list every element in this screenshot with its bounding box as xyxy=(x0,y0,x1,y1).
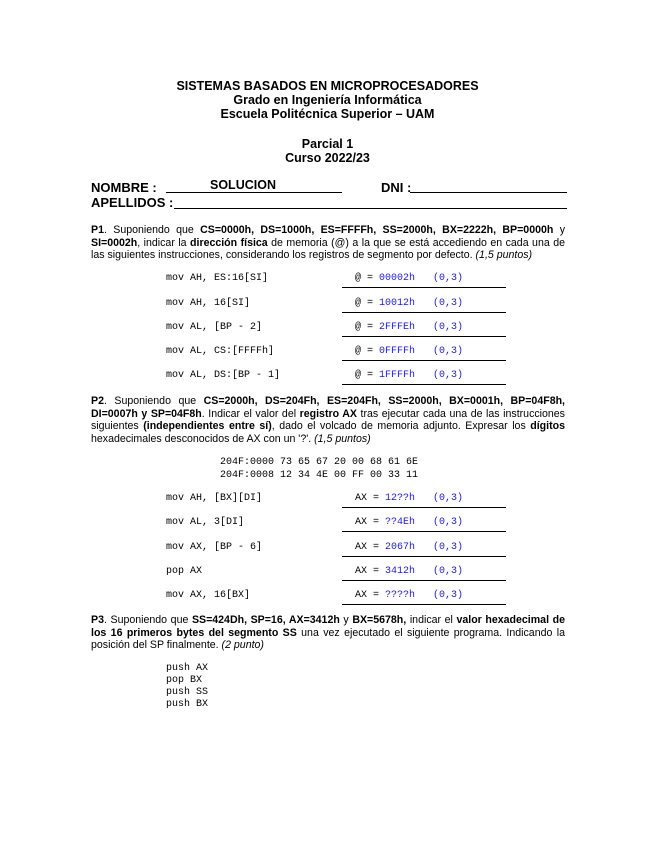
p2-text: hexadecimales desconocidos de AX con un '?'. xyxy=(91,432,315,445)
answer-value: 2067h xyxy=(385,542,416,553)
answer-score: (0,3) xyxy=(433,590,464,601)
answer-value: 00002h xyxy=(379,273,416,284)
code-line: push AX xyxy=(166,663,209,674)
answer-score: (0,3) xyxy=(433,370,464,381)
code-line: pop BX xyxy=(166,675,203,686)
answer-score: (0,3) xyxy=(433,298,464,309)
answer-line xyxy=(342,384,506,385)
answer-score: (0,3) xyxy=(433,542,464,553)
p1-instruction: mov AL, DS:[BP - 1] xyxy=(166,370,281,381)
p3-text: y xyxy=(339,614,353,626)
p1-text: , indicar la xyxy=(137,236,191,249)
p1-keyword: dirección física xyxy=(190,236,268,249)
p2-text: . Indicar el valor del xyxy=(201,407,300,420)
answer-value: 12??h xyxy=(385,493,416,504)
p2-text: , dado el volcado de memoria adjunto. Expresar los xyxy=(271,420,531,433)
answer-prefix: AX = xyxy=(355,493,386,504)
answer-line xyxy=(342,531,506,532)
answer-line xyxy=(342,312,506,313)
answer-prefix: @ = xyxy=(355,298,380,309)
answer-value: 0FFFFh xyxy=(379,346,416,357)
p3-text: una vez ejecutado el siguiente programa. Indicando la posición del SP finalmente. xyxy=(91,626,565,652)
p1-answer xyxy=(355,370,463,381)
p3-text: . Suponiendo que xyxy=(103,614,192,626)
p1-registers: CS=0000h, DS=1000h, ES=FFFFh, SS=2000h, BX=2222h, BP=0000h xyxy=(200,224,554,236)
memory-dump-line: 204F:0000 73 65 67 20 00 68 61 6E xyxy=(220,457,419,468)
answer-prefix: @ = xyxy=(355,370,380,381)
p2-keyword: registro AX xyxy=(299,407,357,420)
answer-line xyxy=(342,360,506,361)
nombre-label: NOMBRE : xyxy=(91,180,157,195)
answer-prefix: AX = xyxy=(355,517,386,528)
answer-prefix: @ = xyxy=(355,273,380,284)
p1-answer xyxy=(355,346,463,357)
p2-text: . Suponiendo que xyxy=(103,395,204,407)
answer-prefix: AX = xyxy=(355,542,386,553)
p3-number: P3 xyxy=(91,614,104,626)
answer-prefix: @ = xyxy=(355,346,380,357)
p1-number: P1 xyxy=(91,224,104,236)
answer-value: 1FFFFh xyxy=(379,370,416,381)
answer-score: (0,3) xyxy=(433,566,464,577)
memory-dump xyxy=(220,457,418,482)
exam-title: Parcial 1 xyxy=(301,137,354,151)
p2-instruction: mov AX, [BP - 6] xyxy=(166,542,263,553)
p2-keyword: (independientes entre sí) xyxy=(143,420,272,433)
apellidos-line xyxy=(174,208,567,209)
answer-prefix: AX = xyxy=(355,566,386,577)
p1-instruction: mov AH, 16[SI] xyxy=(166,298,251,309)
p2-answer xyxy=(355,566,463,577)
p1-points: (1,5 puntos) xyxy=(475,249,533,262)
answer-line xyxy=(342,556,506,557)
answer-prefix: AX = xyxy=(355,590,386,601)
nombre-line xyxy=(166,192,342,193)
answer-score: (0,3) xyxy=(433,273,464,284)
answer-prefix: @ = xyxy=(355,322,380,333)
p2-instruction: mov AL, 3[DI] xyxy=(166,517,245,528)
p2-text: tras ejecutar cada una de las instrucciones siguientes xyxy=(91,407,565,433)
answer-value: ????h xyxy=(385,590,416,601)
p3-registers: SS=424Dh, SP=16, AX=3412h xyxy=(191,614,340,626)
p2-answer xyxy=(355,590,463,601)
p2-instruction: mov AH, [BX][DI] xyxy=(166,493,263,504)
p1-text: de memoria (@) a la que se está accediendo en cada una de las siguientes instrucciones, considerando los registros de segmento por defecto. xyxy=(91,236,565,262)
p2-instruction: pop AX xyxy=(166,566,203,577)
memory-dump-line: 204F:0008 12 34 4E 00 FF 00 33 11 xyxy=(220,469,419,481)
answer-value: 3412h xyxy=(385,566,416,577)
p2-answer xyxy=(355,542,463,553)
p1-statement xyxy=(91,224,565,262)
p1-answer xyxy=(355,273,463,284)
p1-answer xyxy=(355,298,463,309)
code-line: push BX xyxy=(166,699,209,710)
course-year: Curso 2022/23 xyxy=(285,151,370,165)
answer-line xyxy=(342,336,506,337)
p1-answer xyxy=(355,322,463,333)
nombre-value: SOLUCION xyxy=(210,178,276,192)
p2-points: (1,5 puntos) xyxy=(314,432,371,445)
p2-number: P2 xyxy=(91,395,104,407)
answer-line xyxy=(342,580,506,581)
answer-value: 2FFFEh xyxy=(379,322,416,333)
p2-statement xyxy=(91,395,565,445)
p3-text: indicar el xyxy=(406,614,457,626)
p2-instruction: mov AX, 16[BX] xyxy=(166,590,251,601)
p2-answer xyxy=(355,493,463,504)
p1-instruction: mov AH, ES:16[SI] xyxy=(166,273,269,284)
p1-text: . Suponiendo que xyxy=(103,224,201,236)
answer-score: (0,3) xyxy=(433,493,464,504)
p2-keyword: dígitos xyxy=(530,420,565,433)
degree-title: Grado en Ingeniería Informática xyxy=(233,93,422,107)
course-title: SISTEMAS BASADOS EN MICROPROCESADORES xyxy=(176,79,479,93)
answer-value: 10012h xyxy=(379,298,416,309)
answer-line xyxy=(342,604,506,605)
answer-score: (0,3) xyxy=(433,517,464,528)
p3-bx: BX=5678h, xyxy=(352,614,407,626)
p1-instruction: mov AL, [BP - 2] xyxy=(166,322,263,333)
dni-label: DNI : xyxy=(381,180,412,195)
p3-keyword: valor hexadecimal de los 16 primeros bytes del segmento SS xyxy=(91,614,565,639)
p1-instruction: mov AL, CS:[FFFFh] xyxy=(166,346,275,357)
answer-line xyxy=(342,287,506,288)
dni-line xyxy=(410,192,567,193)
answer-value: ??4Eh xyxy=(385,517,416,528)
p3-points: (2 punto) xyxy=(221,639,264,652)
code-line: push SS xyxy=(166,687,209,698)
answer-line xyxy=(342,507,506,508)
p1-si: SI=0002h xyxy=(91,236,138,249)
school-title: Escuela Politécnica Superior – UAM xyxy=(220,107,435,121)
answer-score: (0,3) xyxy=(433,346,464,357)
apellidos-label: APELLIDOS : xyxy=(91,195,174,210)
p3-program xyxy=(166,663,208,711)
p2-registers: CS=2000h, DS=204Fh, ES=204Fh, SS=2000h, BX=0001h, BP=04F8h, DI=0007h y SP=04F8h xyxy=(91,395,565,420)
p1-text: y xyxy=(553,224,565,236)
p3-statement xyxy=(91,614,565,652)
answer-score: (0,3) xyxy=(433,322,464,333)
p2-answer xyxy=(355,517,463,528)
